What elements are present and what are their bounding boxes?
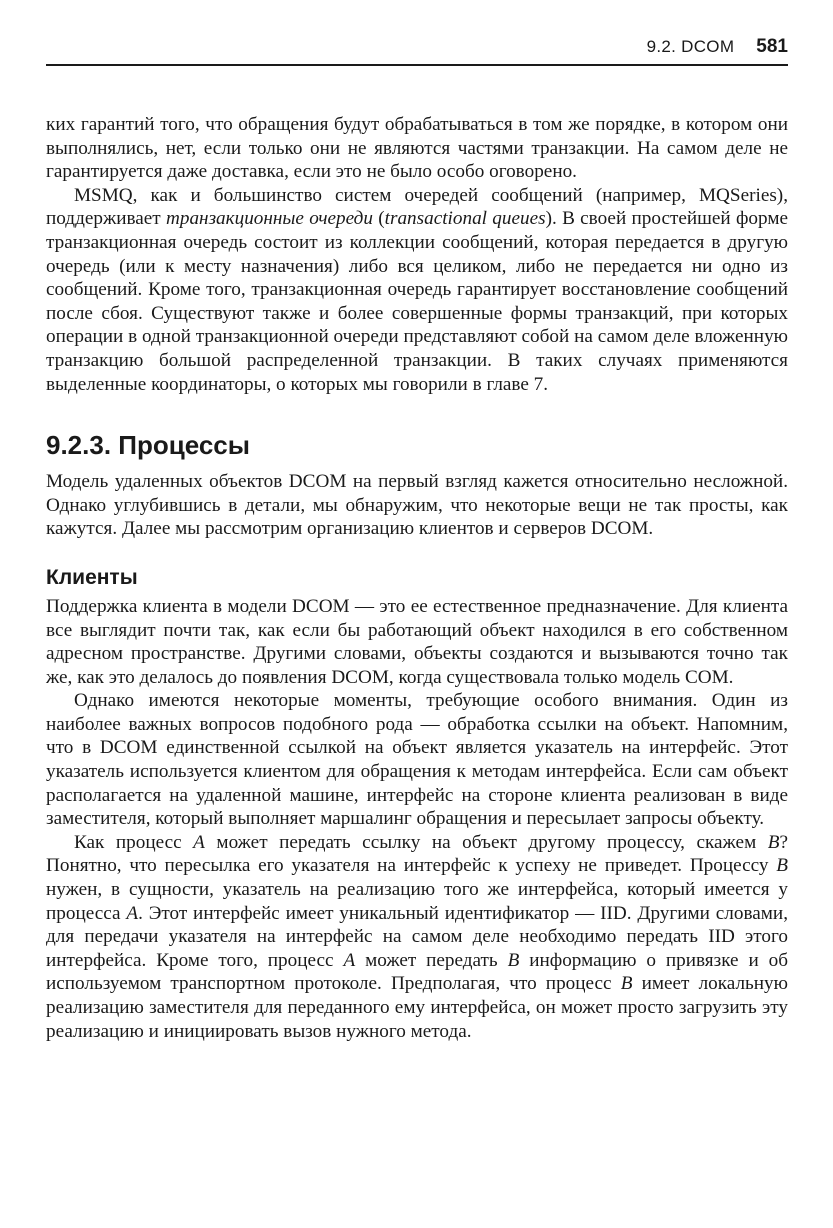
term-transactional-queues-en: transactional queues [384,208,546,230]
paragraph-continuation: ких гарантий того, что обращения будут обрабатываться в том же порядке, в котором они выполнялись, нет, если только они не являются частями транзакции. На самом деле не гарантируется даже доставка, если это не было особо оговорено. [46,114,788,183]
paragraph-process-reference: Как процесс A может передать ссылку на объект другому процессу, скажем B? Понятно, что пересылка его указателя на интерфейс к успеху не приведет. Процессу B нужен, в сущности, указатель на реализацию того же интерфейса, который имеется у процесса A. Этот интерфейс имеет уникальный идентификатор — IID. Другими словами, для передачи указателя на интерфейс на самом деле необходимо передать IID этого интерфейса. Кроме того, процесс A может передать B информацию о привязке и об используемом транспортном протоколе. Предполагая, что процесс B имеет локальную реализацию заместителя для переданного ему интерфейса, он может просто загрузить эту реализацию и инициировать вызов нужного метода. [46,831,788,1042]
paragraph-object-reference: Однако имеются некоторые моменты, требующие особого внимания. Один из наиболее важных вопросов подобного рода — обработка ссылки на объект. Напомним, что в DCOM единственной ссылкой на объект является указатель на интерфейс. Этот указатель используется клиентом для обращения к методам интерфейса. Если сам объект располагается на удаленной машине, интерфейс на стороне клиента реализован в виде заместителя, который выполняет маршалинг обращения и пересылает запросы объекту. [46,690,788,830]
running-header [647,36,788,58]
paragraph-dcom-model: Модель удаленных объектов DCOM на первый взгляд кажется относительно несложной. Однако углубившись в детали, мы обнаружим, что некоторые вещи не так просты, как кажутся. Далее мы рассмотрим организацию клиентов и серверов DCOM. [46,471,788,540]
subheading-clients: Клиенты [46,565,138,589]
page-body [46,113,788,1043]
paragraph-client-support: Поддержка клиента в модели DCOM — это ее естественное предназначение. Для клиента все выглядит почти так, как если бы работающий объект находился в его собственном адресном пространстве. Другими словами, объекты создаются и вызываются точно так же, как это делалось до появления DCOM, когда существовала только модель COM. [46,595,788,688]
section-heading-processes: 9.2.3. Процессы [46,430,250,461]
page-number: 581 [756,36,788,57]
paragraph-msmq: MSMQ, как и большинство систем очередей сообщений (например, MQSeries), поддерживает транзакционные очереди (transactional queues). В своей простейшей форме транзакционная очередь состоит из коллекции сообщений, которая передается в другую очередь (или к месту назначения) либо вся целиком, либо не передается ни одно из сообщений. Кроме того, транзакционная очередь гарантирует восстановление сообщений после сбоя. Существуют также и более совершенные формы транзакций, при которых операции в одной транзакционной очереди представляют собой на самом деле вложенную транзакцию большой распределенной транзакции. В таких случаях применяются выделенные координаторы, о которых мы говорили в главе 7. [46,184,788,395]
running-header-section: 9.2. DCOM [646,37,735,56]
header-rule [46,64,788,66]
term-transactional-queues-ru: транзакционные очереди [166,208,373,230]
